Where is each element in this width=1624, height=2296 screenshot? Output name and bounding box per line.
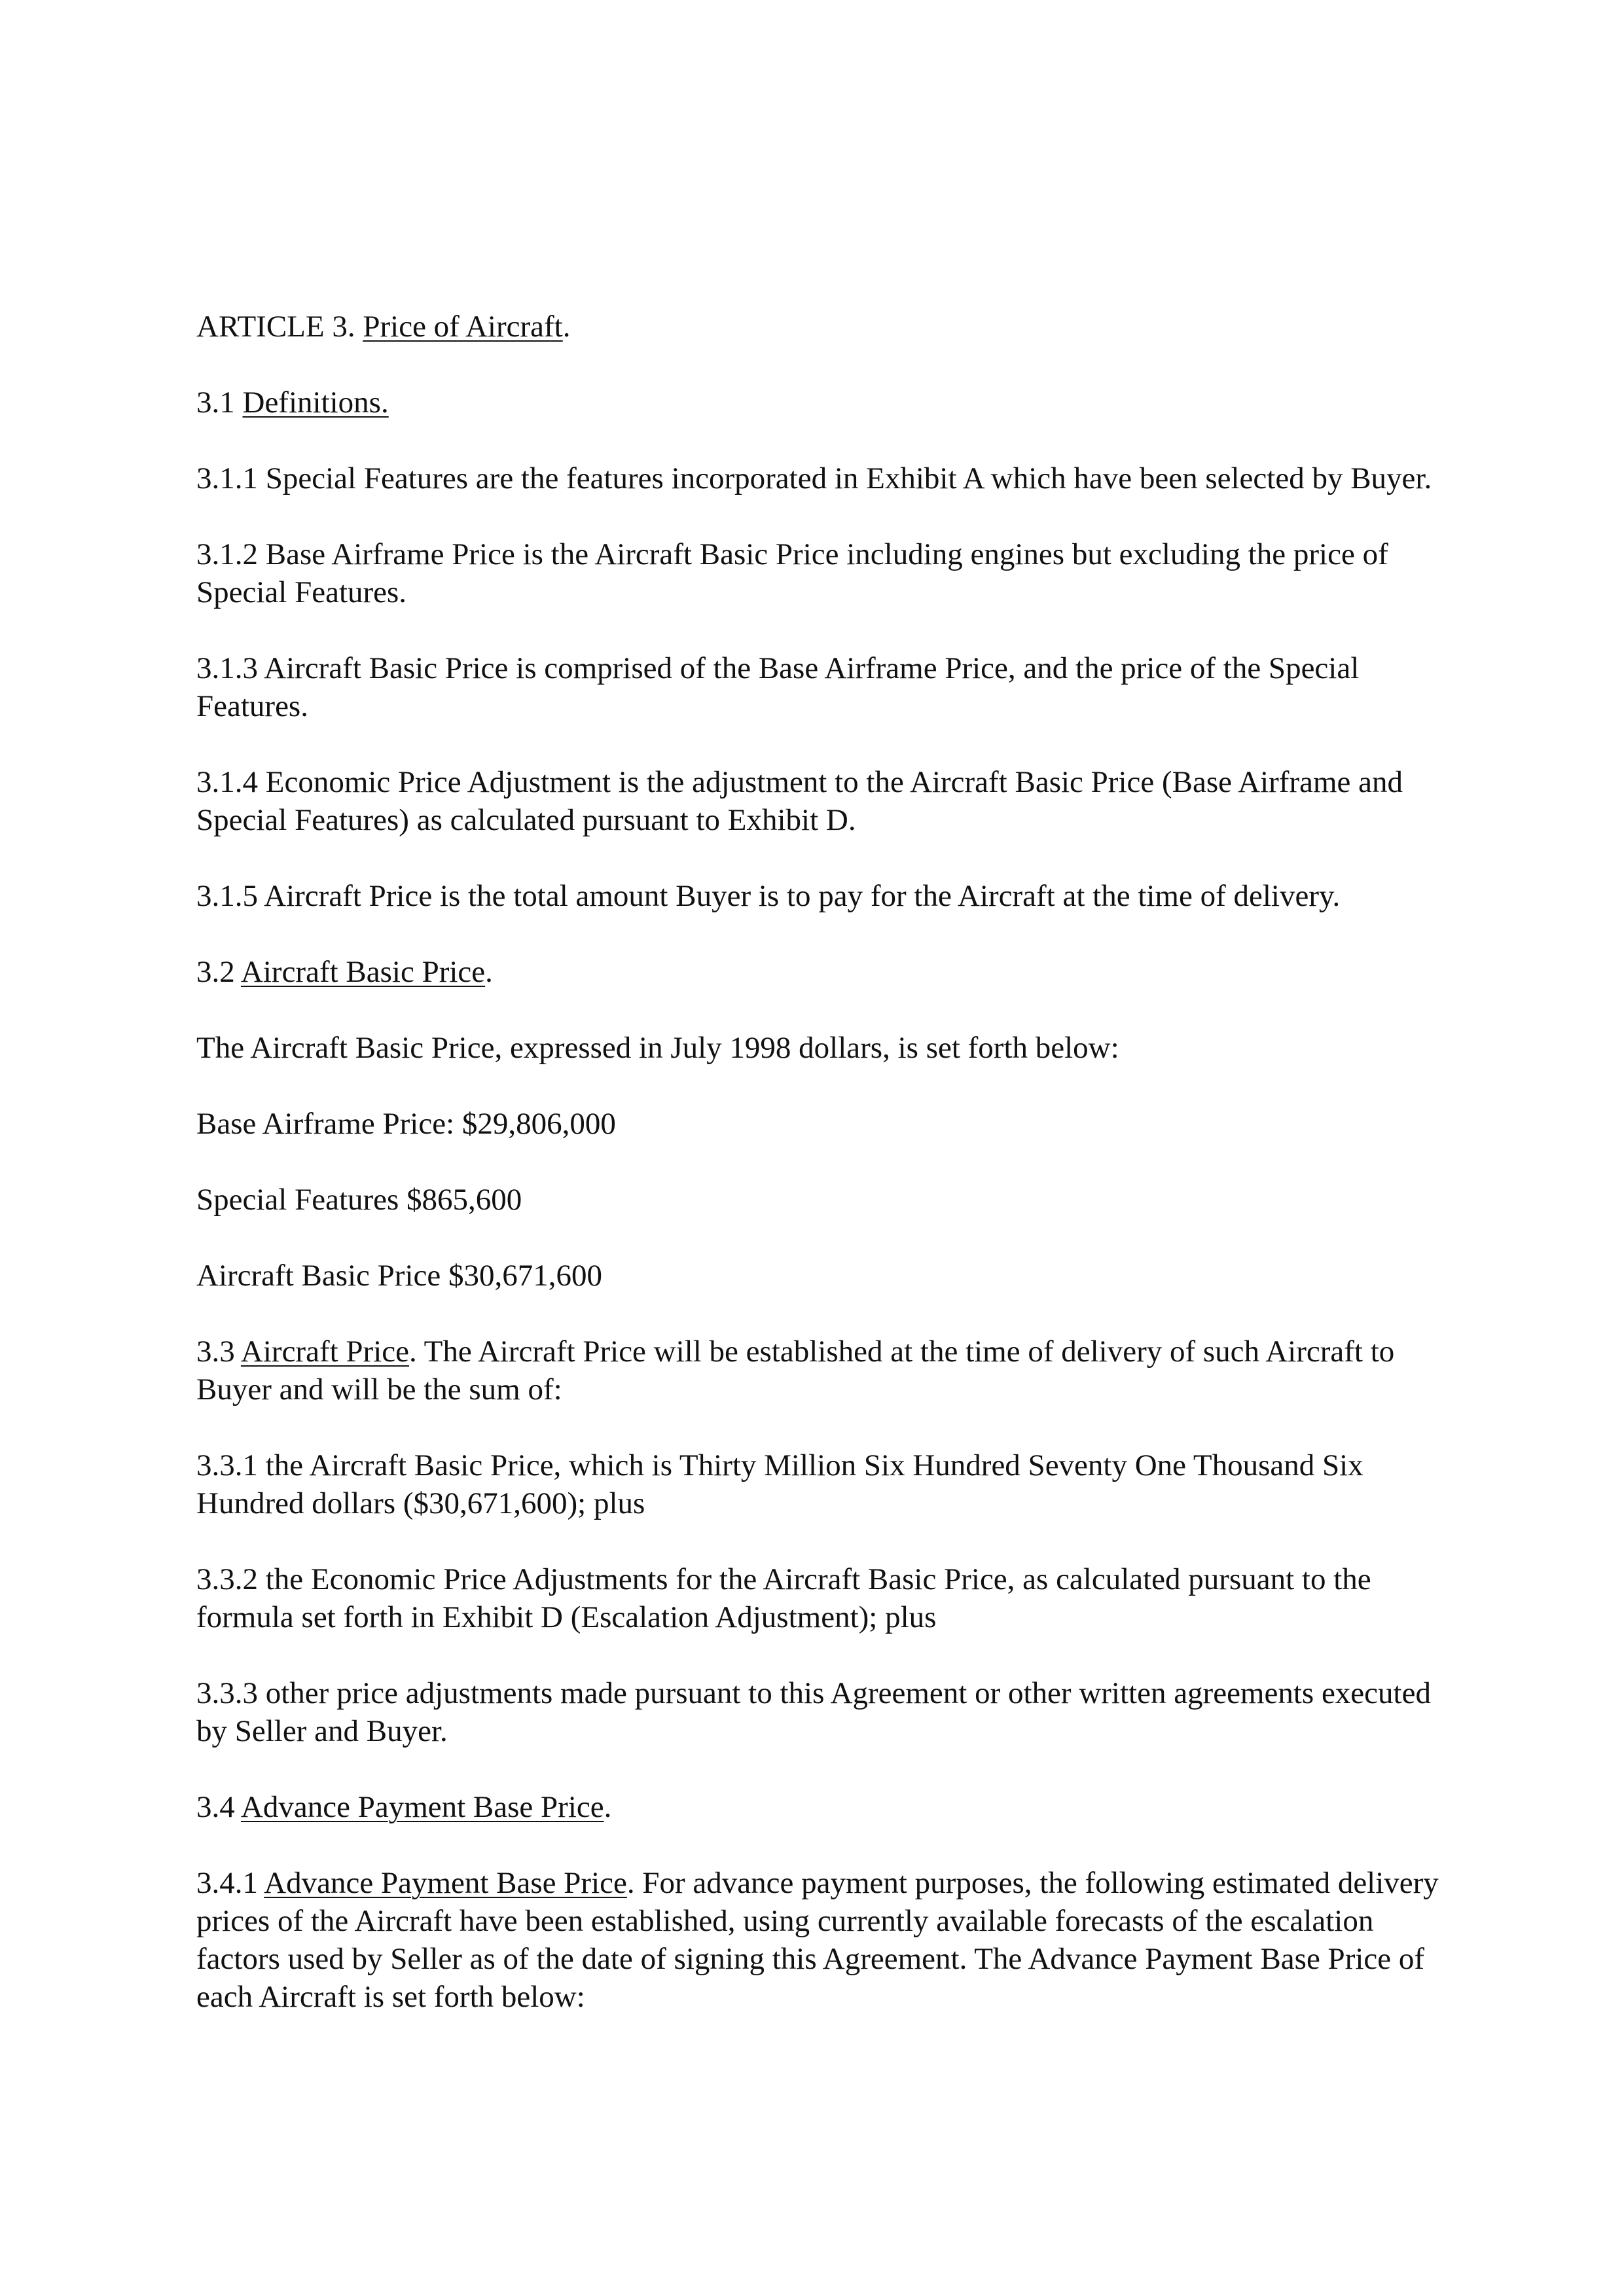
section-3-4-1: [196, 1864, 1453, 2016]
article-title: Price of Aircraft: [363, 310, 563, 344]
aircraft-basic-price-line: Aircraft Basic Price $30,671,600: [196, 1259, 602, 1293]
section-3-4-title: Advance Payment Base Price: [240, 1790, 604, 1824]
section-3-2-title: Aircraft Basic Price: [240, 955, 486, 989]
section-3-1-1: 3.1.1 Special Features are the features incorporated in Exhibit A which have been selected by Buyer.: [196, 461, 1432, 495]
section-3-3-title: Aircraft Price: [240, 1335, 409, 1369]
section-3-3-2: 3.3.2 the Economic Price Adjustments for the Aircraft Basic Price, as calculated pursuant to the formula set forth in Exhibit D (Escalation Adjustment); plus: [196, 1562, 1371, 1634]
article-suffix: .: [562, 310, 571, 344]
section-3-1-4: 3.1.4 Economic Price Adjustment is the adjustment to the Aircraft Basic Price (Base Airframe and Special Features) as calculated pursuant to Exhibit D.: [196, 765, 1403, 837]
document-page: [196, 308, 1453, 2054]
section-3-3-1: 3.3.1 the Aircraft Basic Price, which is Thirty Million Six Hundred Seventy One Thousand Six Hundred dollars ($30,671,600); plus: [196, 1448, 1363, 1520]
section-3-3-number: 3.3: [196, 1335, 241, 1369]
section-3-4-1-number: 3.4.1: [196, 1866, 264, 1900]
section-3-4-1-body: . For advance payment purposes, the following estimated delivery prices of the Aircraft have been established, using currently available forecasts of the escalation factors used by Seller as of the date of signing this Agreement. The Advance Payment Base Price of each Aircraft is set forth below:: [196, 1866, 1439, 2014]
article-heading: [196, 308, 1453, 346]
article-prefix: ARTICLE 3.: [196, 310, 363, 344]
section-3-2-number: 3.2: [196, 955, 241, 989]
section-3-2-intro: The Aircraft Basic Price, expressed in July 1998 dollars, is set forth below:: [196, 1031, 1119, 1065]
section-3-1-3: 3.1.3 Aircraft Basic Price is comprised of the Base Airframe Price, and the price of the Special Features.: [196, 651, 1360, 723]
special-features-price-line: Special Features $865,600: [196, 1183, 522, 1217]
section-3-3: [196, 1333, 1453, 1408]
section-3-3-3: 3.3.3 other price adjustments made pursuant to this Agreement or other written agreements executed by Seller and Buyer.: [196, 1676, 1431, 1748]
section-3-2-heading: [196, 953, 1453, 991]
section-3-4-1-title: Advance Payment Base Price: [264, 1866, 627, 1900]
section-3-4-suffix: .: [604, 1790, 612, 1824]
section-3-1-5: 3.1.5 Aircraft Price is the total amount Buyer is to pay for the Aircraft at the time of delivery.: [196, 879, 1341, 913]
section-3-3-body: . The Aircraft Price will be established at the time of delivery of such Aircraft to Buyer and will be the sum of:: [196, 1335, 1395, 1407]
section-3-1-heading: [196, 384, 1453, 422]
section-3-4-heading: [196, 1788, 1453, 1826]
section-3-1-number: 3.1: [196, 386, 243, 420]
section-3-4-number: 3.4: [196, 1790, 241, 1824]
section-3-1-title: Definitions.: [242, 386, 389, 420]
section-3-1-2: 3.1.2 Base Airframe Price is the Aircraft Basic Price including engines but excluding the price of Special Features.: [196, 537, 1388, 609]
section-3-2-suffix: .: [485, 955, 493, 989]
base-airframe-price-line: Base Airframe Price: $29,806,000: [196, 1107, 616, 1141]
